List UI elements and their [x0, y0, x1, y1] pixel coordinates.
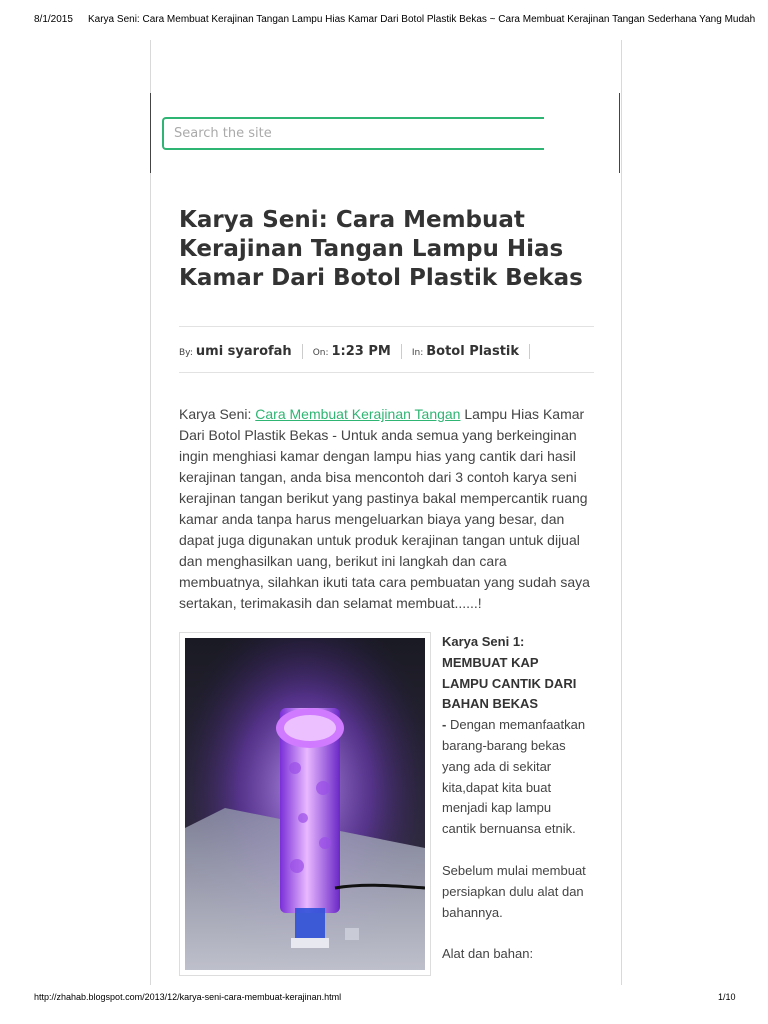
section-heading: LAMPU CANTIK DARI	[442, 675, 577, 691]
lamp-photo[interactable]	[185, 638, 425, 970]
category-link[interactable]: Botol Plastik	[426, 343, 520, 359]
meta-time	[313, 344, 402, 359]
search-box	[162, 117, 544, 150]
section-text	[442, 632, 595, 965]
section-desc-line: menjadi kap lampu	[442, 800, 552, 816]
print-date: 8/1/2015	[34, 14, 73, 25]
post-meta	[179, 341, 540, 361]
meta-category	[412, 344, 530, 359]
prep-line: Sebelum mulai membuat	[442, 862, 586, 878]
section-desc-text: Dengan memanfaatkan	[446, 717, 586, 733]
section-desc-line	[442, 715, 595, 736]
intro-link[interactable]: Cara Membuat Kerajinan Tangan	[255, 406, 461, 422]
intro-line: dan menghasilkan uang, berikut ini langkah dan cara	[179, 553, 507, 569]
section-desc-line: barang-barang bekas	[442, 737, 566, 753]
intro-line: kerajinan tangan berikut yang pastinya bakal mempercantik ruang	[179, 490, 588, 506]
frame-edge-left	[150, 93, 151, 173]
spacer	[442, 923, 595, 944]
post-time-link[interactable]: 1:23 PM	[331, 343, 391, 359]
intro-line: kamar anda tanpa harus mengeluarkan biaya yang besar, dan	[179, 511, 565, 527]
print-page-number: 1/10	[718, 992, 736, 1002]
section-desc-line: cantik bernuansa etnik.	[442, 821, 576, 837]
frame-edge-right	[619, 93, 620, 173]
prep-line: bahannya.	[442, 904, 503, 920]
lamp-photo-frame	[179, 632, 431, 976]
meta-author	[179, 344, 303, 359]
intro-first-line-rest: Lampu Hias Kamar	[460, 406, 585, 422]
intro-line: dapat juga digunakan untuk produk kerajinan tangan untuk dijual	[179, 532, 580, 548]
section-heading: Karya Seni 1:	[442, 634, 525, 649]
search-input[interactable]	[172, 125, 544, 142]
post-intro	[179, 404, 595, 614]
print-header	[34, 14, 756, 25]
author-link[interactable]: umi syarofah	[195, 343, 292, 359]
intro-line: sertakan, terimakasih dan selamat membuat......!	[179, 595, 482, 611]
section-heading: MEMBUAT KAP	[442, 654, 539, 670]
meta-author-label: By:	[179, 347, 193, 358]
spacer	[442, 840, 595, 861]
section-heading: BAHAN BEKAS	[442, 696, 539, 712]
meta-category-label: In:	[411, 347, 424, 358]
intro-prefix: Karya Seni:	[179, 406, 256, 422]
intro-line: membuatnya, silahkan ikuti tata cara pembuatan yang sudah saya	[179, 574, 590, 590]
meta-divider-bottom	[179, 372, 594, 373]
intro-line	[179, 404, 595, 425]
prep-line: persiapkan dulu alat dan	[442, 883, 584, 899]
intro-line: kerajinan tangan, anda bisa mencontoh dari 3 contoh karya seni	[179, 469, 577, 485]
materials-label: Alat dan bahan:	[442, 946, 534, 962]
post-title: Karya Seni: Cara Membuat Kerajinan Tangan Lampu Hias Kamar Dari Botol Plastik Bekas	[179, 207, 583, 291]
meta-divider-top	[179, 326, 594, 327]
print-url: http://zhahab.blogspot.com/2013/12/karya-seni-cara-membuat-kerajinan.html	[34, 992, 342, 1002]
intro-line: Dari Botol Plastik Bekas - Untuk anda semua yang berkeinginan	[179, 427, 577, 443]
intro-line: ingin menghiasi kamar dengan lampu hias yang cantik dari hasil	[179, 448, 576, 464]
meta-time-label: On:	[312, 347, 329, 358]
section-desc-line: kita,dapat kita buat	[442, 779, 552, 795]
print-title: Karya Seni: Cara Membuat Kerajinan Tangan Lampu Hias Kamar Dari Botol Plastik Bekas ~ Cara Membuat Kerajinan Tangan Sederhana Yang Mudah	[88, 14, 756, 25]
section-desc-dash: -	[442, 717, 447, 733]
section-desc-line: yang ada di sekitar	[442, 758, 552, 774]
